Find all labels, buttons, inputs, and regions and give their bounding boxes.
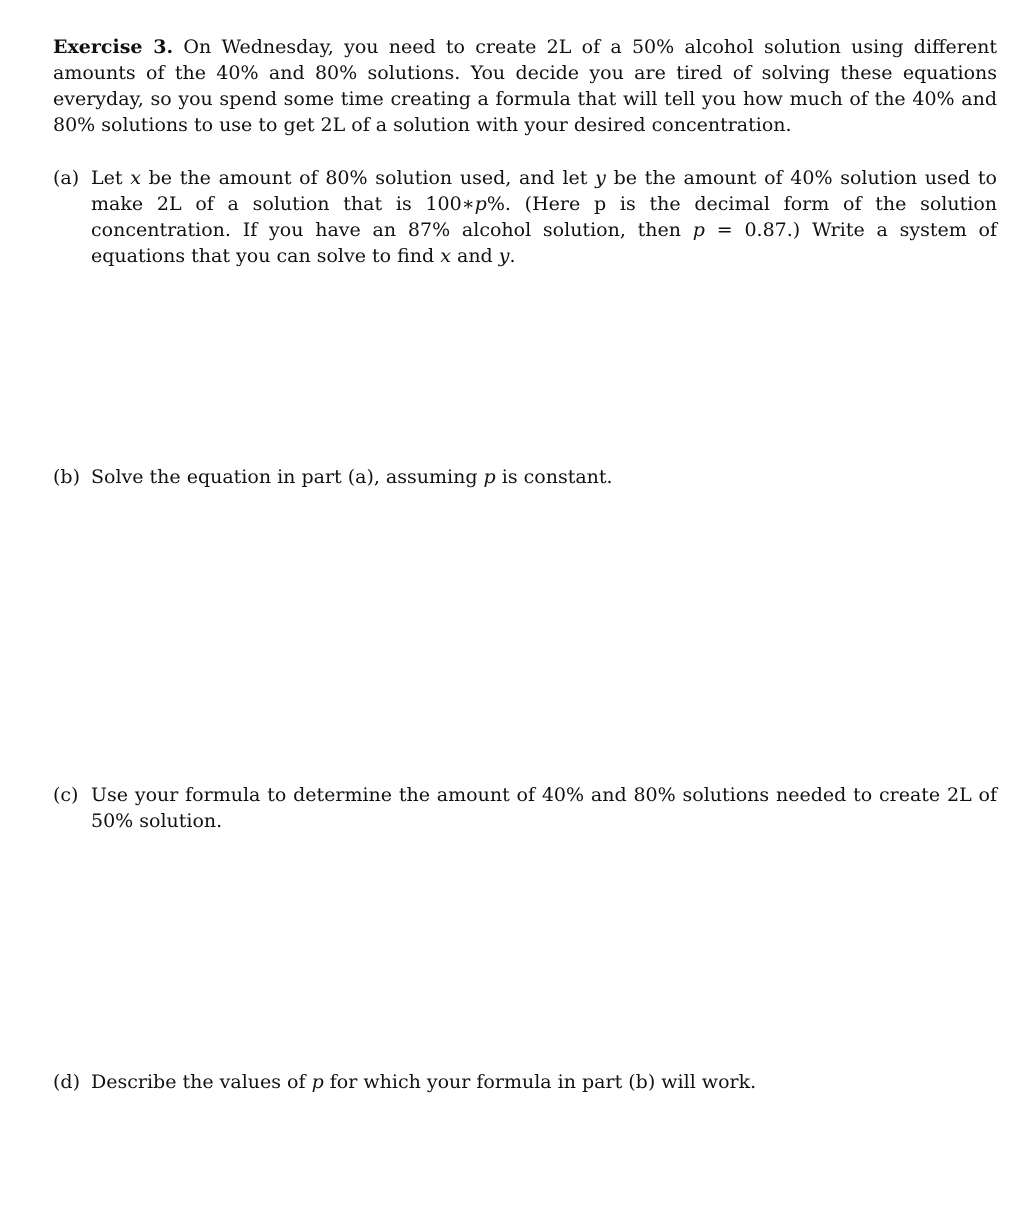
text-run: for which your formula in part (b) will work. <box>323 1071 757 1093</box>
text-run: . <box>509 245 516 267</box>
part-d-label: (d) <box>53 1071 80 1093</box>
part-d <box>53 1069 997 1095</box>
part-b <box>53 464 997 490</box>
math-variable: y <box>498 245 510 267</box>
part-a-label: (a) <box>53 167 80 189</box>
math-variable: y <box>595 167 606 189</box>
exercise-text: On Wednesday, you need to create 2L of a 50% alcohol solution using different amounts of the 40% and 80% solutions. You decide you are tired of solving these equations everyday, so you spend some time creating a formula that will tell you how much of the 40% and 80% solutions to use to get 2L of a solution with your desired concentration. <box>53 36 997 136</box>
part-b-text <box>91 464 997 490</box>
math-variable: x <box>440 245 451 267</box>
part-c-label: (c) <box>53 784 79 806</box>
text-run: Solve the equation in part (a), assuming <box>91 466 484 488</box>
text-run: is constant. <box>495 466 613 488</box>
text-run: %. (Here p is the decimal form of the solution concentration. If you have an 87% alcohol solution, then <box>91 193 997 241</box>
part-c <box>53 782 997 834</box>
text-run: Use your formula to determine the amount of 40% and 80% solutions needed to create 2L of 50% solution. <box>91 784 997 832</box>
part-b-label: (b) <box>53 466 80 488</box>
text-run: be the amount of 40% solution used to make 2L of a solution that is 100∗ <box>91 167 997 215</box>
math-variable: p <box>692 219 705 241</box>
part-c-text <box>91 782 997 834</box>
text-run: Let <box>91 167 131 189</box>
math-variable: p <box>474 193 487 215</box>
math-variable: p <box>311 1071 324 1093</box>
part-a-text <box>91 165 997 269</box>
math-variable: x <box>130 167 141 189</box>
math-variable: p <box>483 466 496 488</box>
text-run: be the amount of 80% solution used, and let <box>140 167 596 189</box>
exercise-statement <box>53 34 997 138</box>
part-d-text <box>91 1069 997 1095</box>
exercise-label: Exercise 3. <box>53 36 174 58</box>
text-run: Describe the values of <box>91 1071 312 1093</box>
text-run: = 0.87.) Write a system of equations that you can solve to find <box>91 219 998 267</box>
text-run: and <box>450 245 499 267</box>
part-a <box>53 165 997 269</box>
